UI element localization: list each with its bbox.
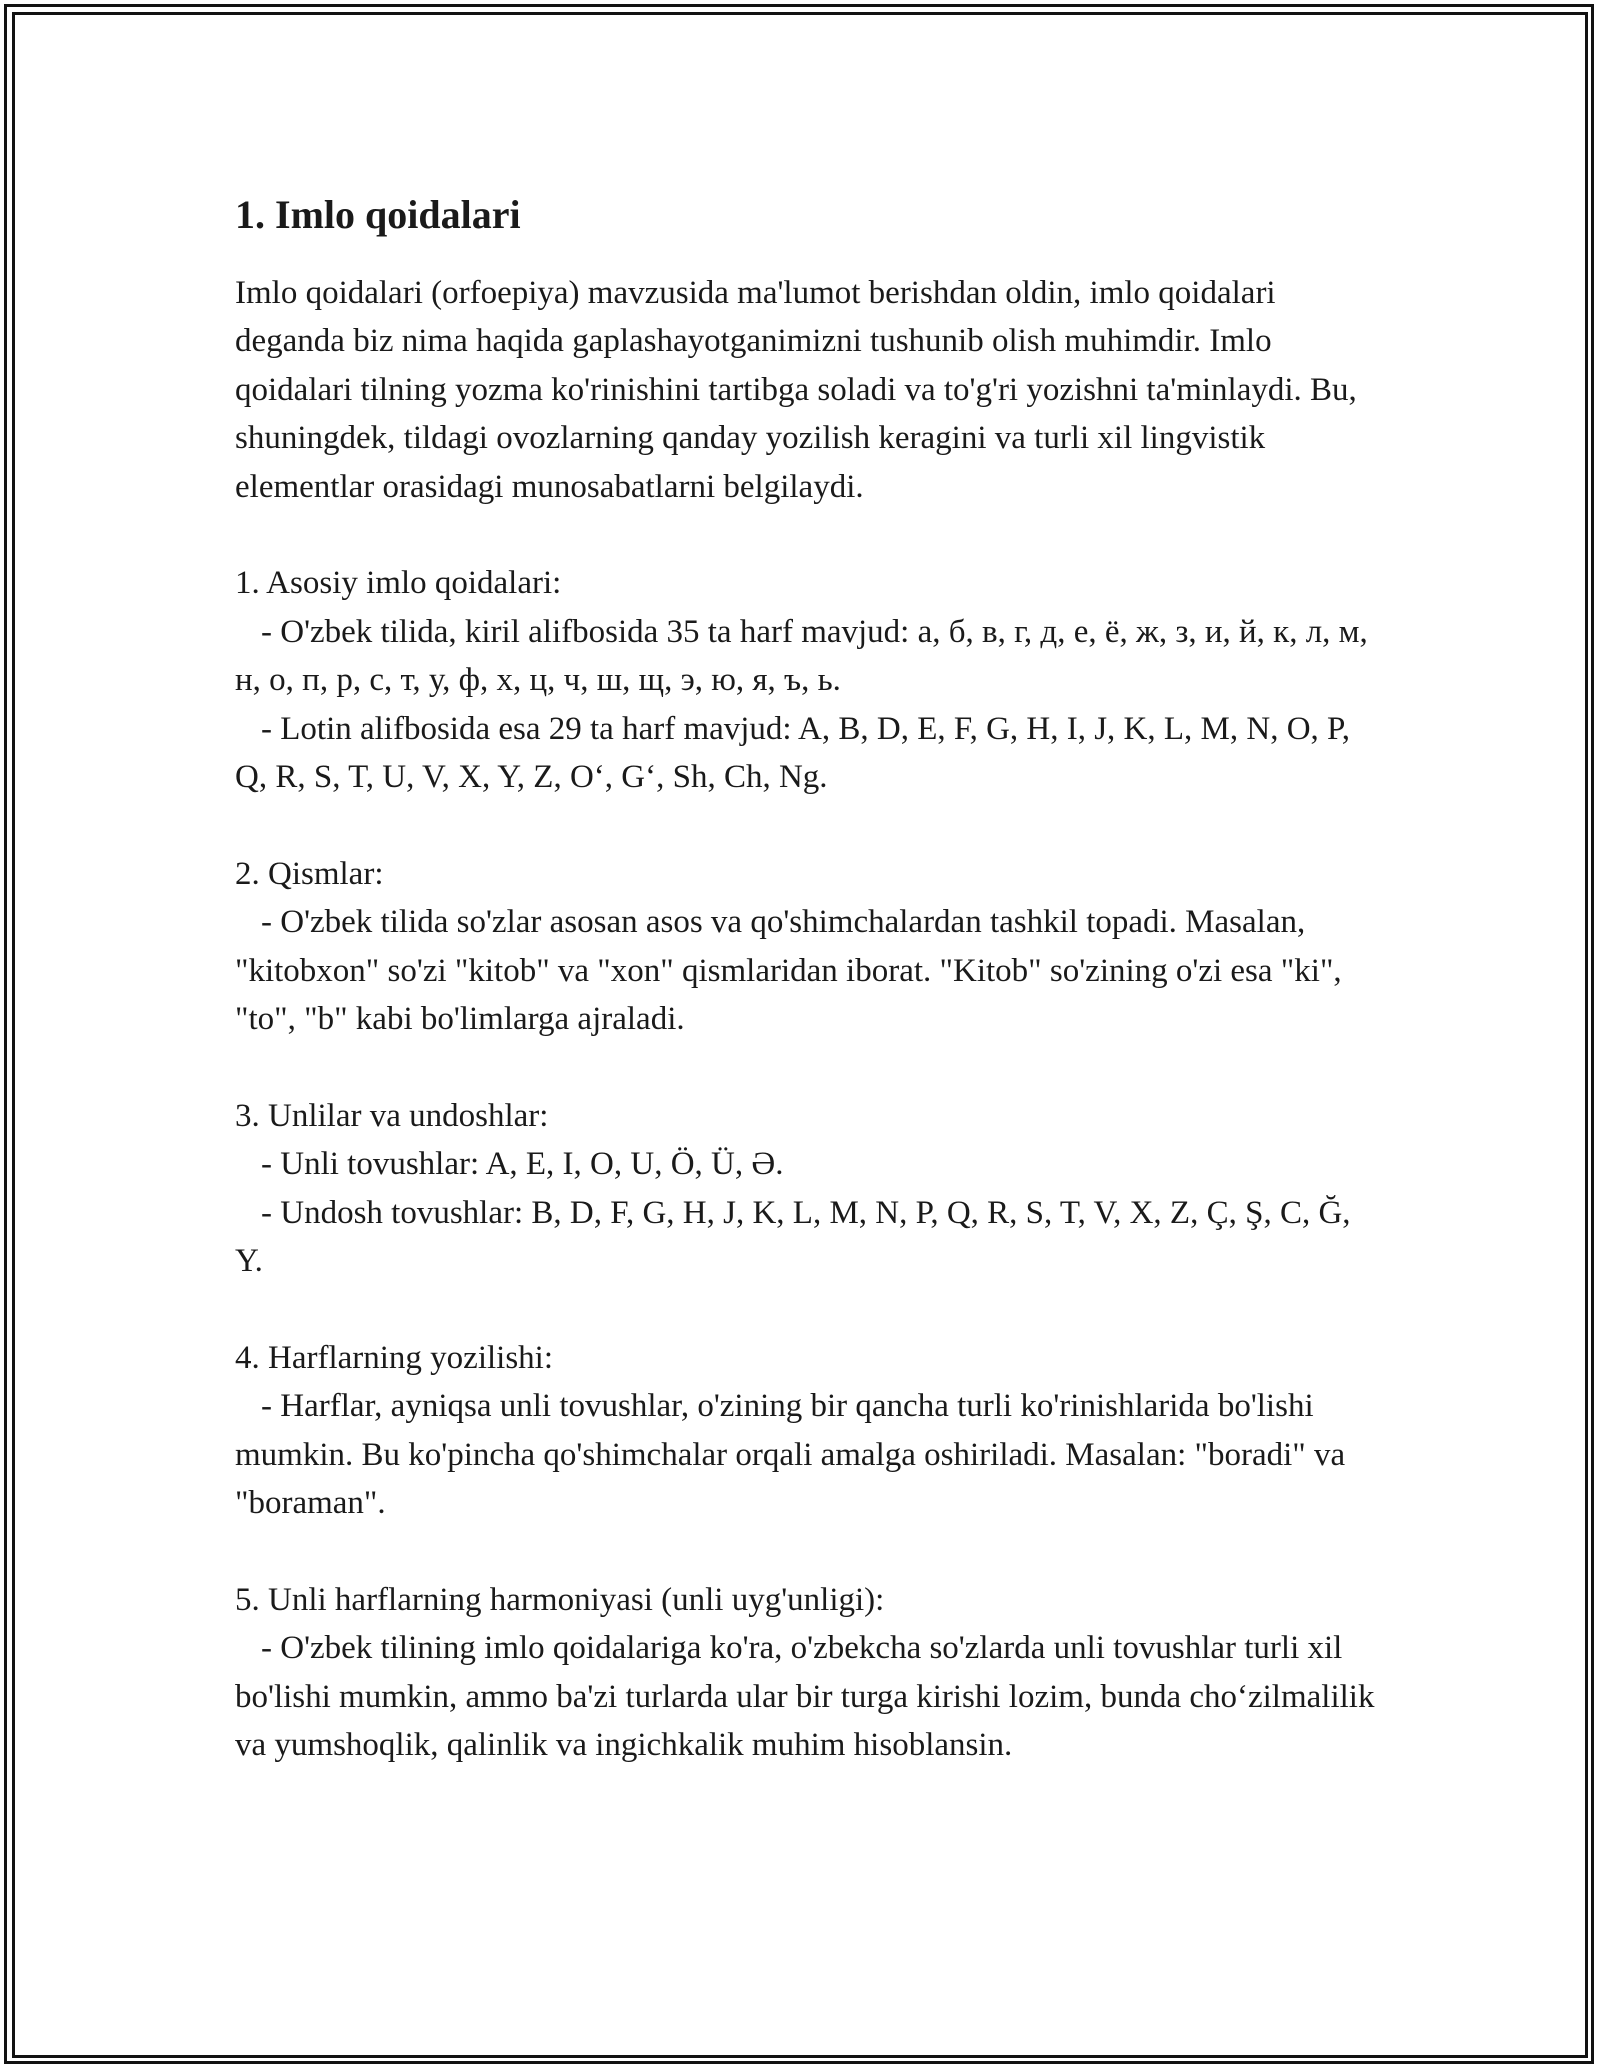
section-item	[235, 1382, 1375, 1527]
spacer	[235, 1528, 1375, 1576]
item-text: - Undosh tovushlar: B, D, F, G, H, J, K, L, M, N, P, Q, R, S, T, V, X, Z, Ç, Ş, C, Ğ, Y.	[235, 1194, 1351, 1280]
item-indent	[235, 614, 261, 650]
spacer	[235, 1285, 1375, 1333]
item-indent	[235, 1630, 261, 1666]
item-text: - O'zbek tilida, kiril alifbosida 35 ta harf mavjud: а, б, в, г, д, е, ё, ж, з, и, й, к, л, м, н, о, п, р, с, т, у, ф, х, ц, ч, ш, щ, э, ю, я, ъ, ь.	[235, 613, 1368, 699]
section-1	[235, 559, 1375, 801]
section-title: 2. Qismlar:	[235, 855, 384, 892]
section-item	[235, 705, 1375, 802]
item-text: - Lotin alifbosida esa 29 ta harf mavjud: A, B, D, E, F, G, H, I, J, K, L, M, N, O, P, Q, R, S, T, U, V, X, Y, Z, Oʻ, Gʻ, Sh, Ch, Ng.	[235, 710, 1350, 796]
section-2	[235, 850, 1375, 1044]
section-title: 4. Harflarning yozilishi:	[235, 1339, 554, 1376]
item-text: - O'zbek tilida so'zlar asosan asos va qo'shimchalardan tashkil topadi. Masalan, "kitobxon" so'zi "kitob" va "xon" qismlaridan iborat. "Kitob" so'zining o'zi esa "ki", "to", "b" kabi bo'limlarga ajraladi.	[235, 904, 1342, 1038]
document-heading: 1. Imlo qoidalari	[235, 192, 521, 237]
item-indent	[235, 1195, 261, 1231]
section-item	[235, 1624, 1375, 1769]
section-item	[235, 1140, 1375, 1188]
item-indent	[235, 1388, 261, 1424]
section-title: 1. Asosiy imlo qoidalari:	[235, 565, 562, 602]
section-title: 3. Unlilar va undoshlar:	[235, 1097, 549, 1134]
item-text: - O'zbek tilining imlo qoidalariga ko'ra, o'zbekcha so'zlarda unli tovushlar turli xil bo'lishi mumkin, ammo ba'zi turlarda ular bir turga kirishi lozim, bunda choʻzilmalilik va yumshoqlik, qalinlik va ingichkalik muhim hisoblansin.	[235, 1630, 1375, 1764]
section-item	[235, 898, 1375, 1043]
item-indent	[235, 711, 261, 747]
spacer	[235, 511, 1375, 559]
item-indent	[235, 1146, 261, 1182]
intro-paragraph: Imlo qoidalari (orfoepiya) mavzusida ma'lumot berishdan oldin, imlo qoidalari deganda biz nima haqida gaplashayotganimizni tushunib olish muhimdir. Imlo qoidalari tilning yozma ko'rinishini tartibga soladi va to'g'ri yozishni ta'minlaydi. Bu, shuningdek, tildagi ovozlarning qanday yozilish keragini va turli xil lingvistik elementlar orasidagi munosabatlarni belgilaydi.	[235, 275, 1357, 505]
spacer	[235, 801, 1375, 849]
section-5	[235, 1576, 1375, 1770]
section-item	[235, 1189, 1375, 1286]
section-item	[235, 608, 1375, 705]
section-4	[235, 1334, 1375, 1528]
item-indent	[235, 904, 261, 940]
item-text: - Unli tovushlar: A, E, I, O, U, Ö, Ü, Ə.	[261, 1146, 784, 1183]
spacer	[235, 1043, 1375, 1091]
section-3	[235, 1092, 1375, 1286]
section-title: 5. Unli harflarning harmoniyasi (unli uyg'unligi):	[235, 1581, 885, 1618]
item-text: - Harflar, ayniqsa unli tovushlar, o'zining bir qancha turli ko'rinishlarida bo'lishi mumkin. Bu ko'pincha qo'shimchalar orqali amalga oshiriladi. Masalan: "boradi" va "boraman".	[235, 1388, 1346, 1522]
document-body	[235, 185, 1375, 1770]
